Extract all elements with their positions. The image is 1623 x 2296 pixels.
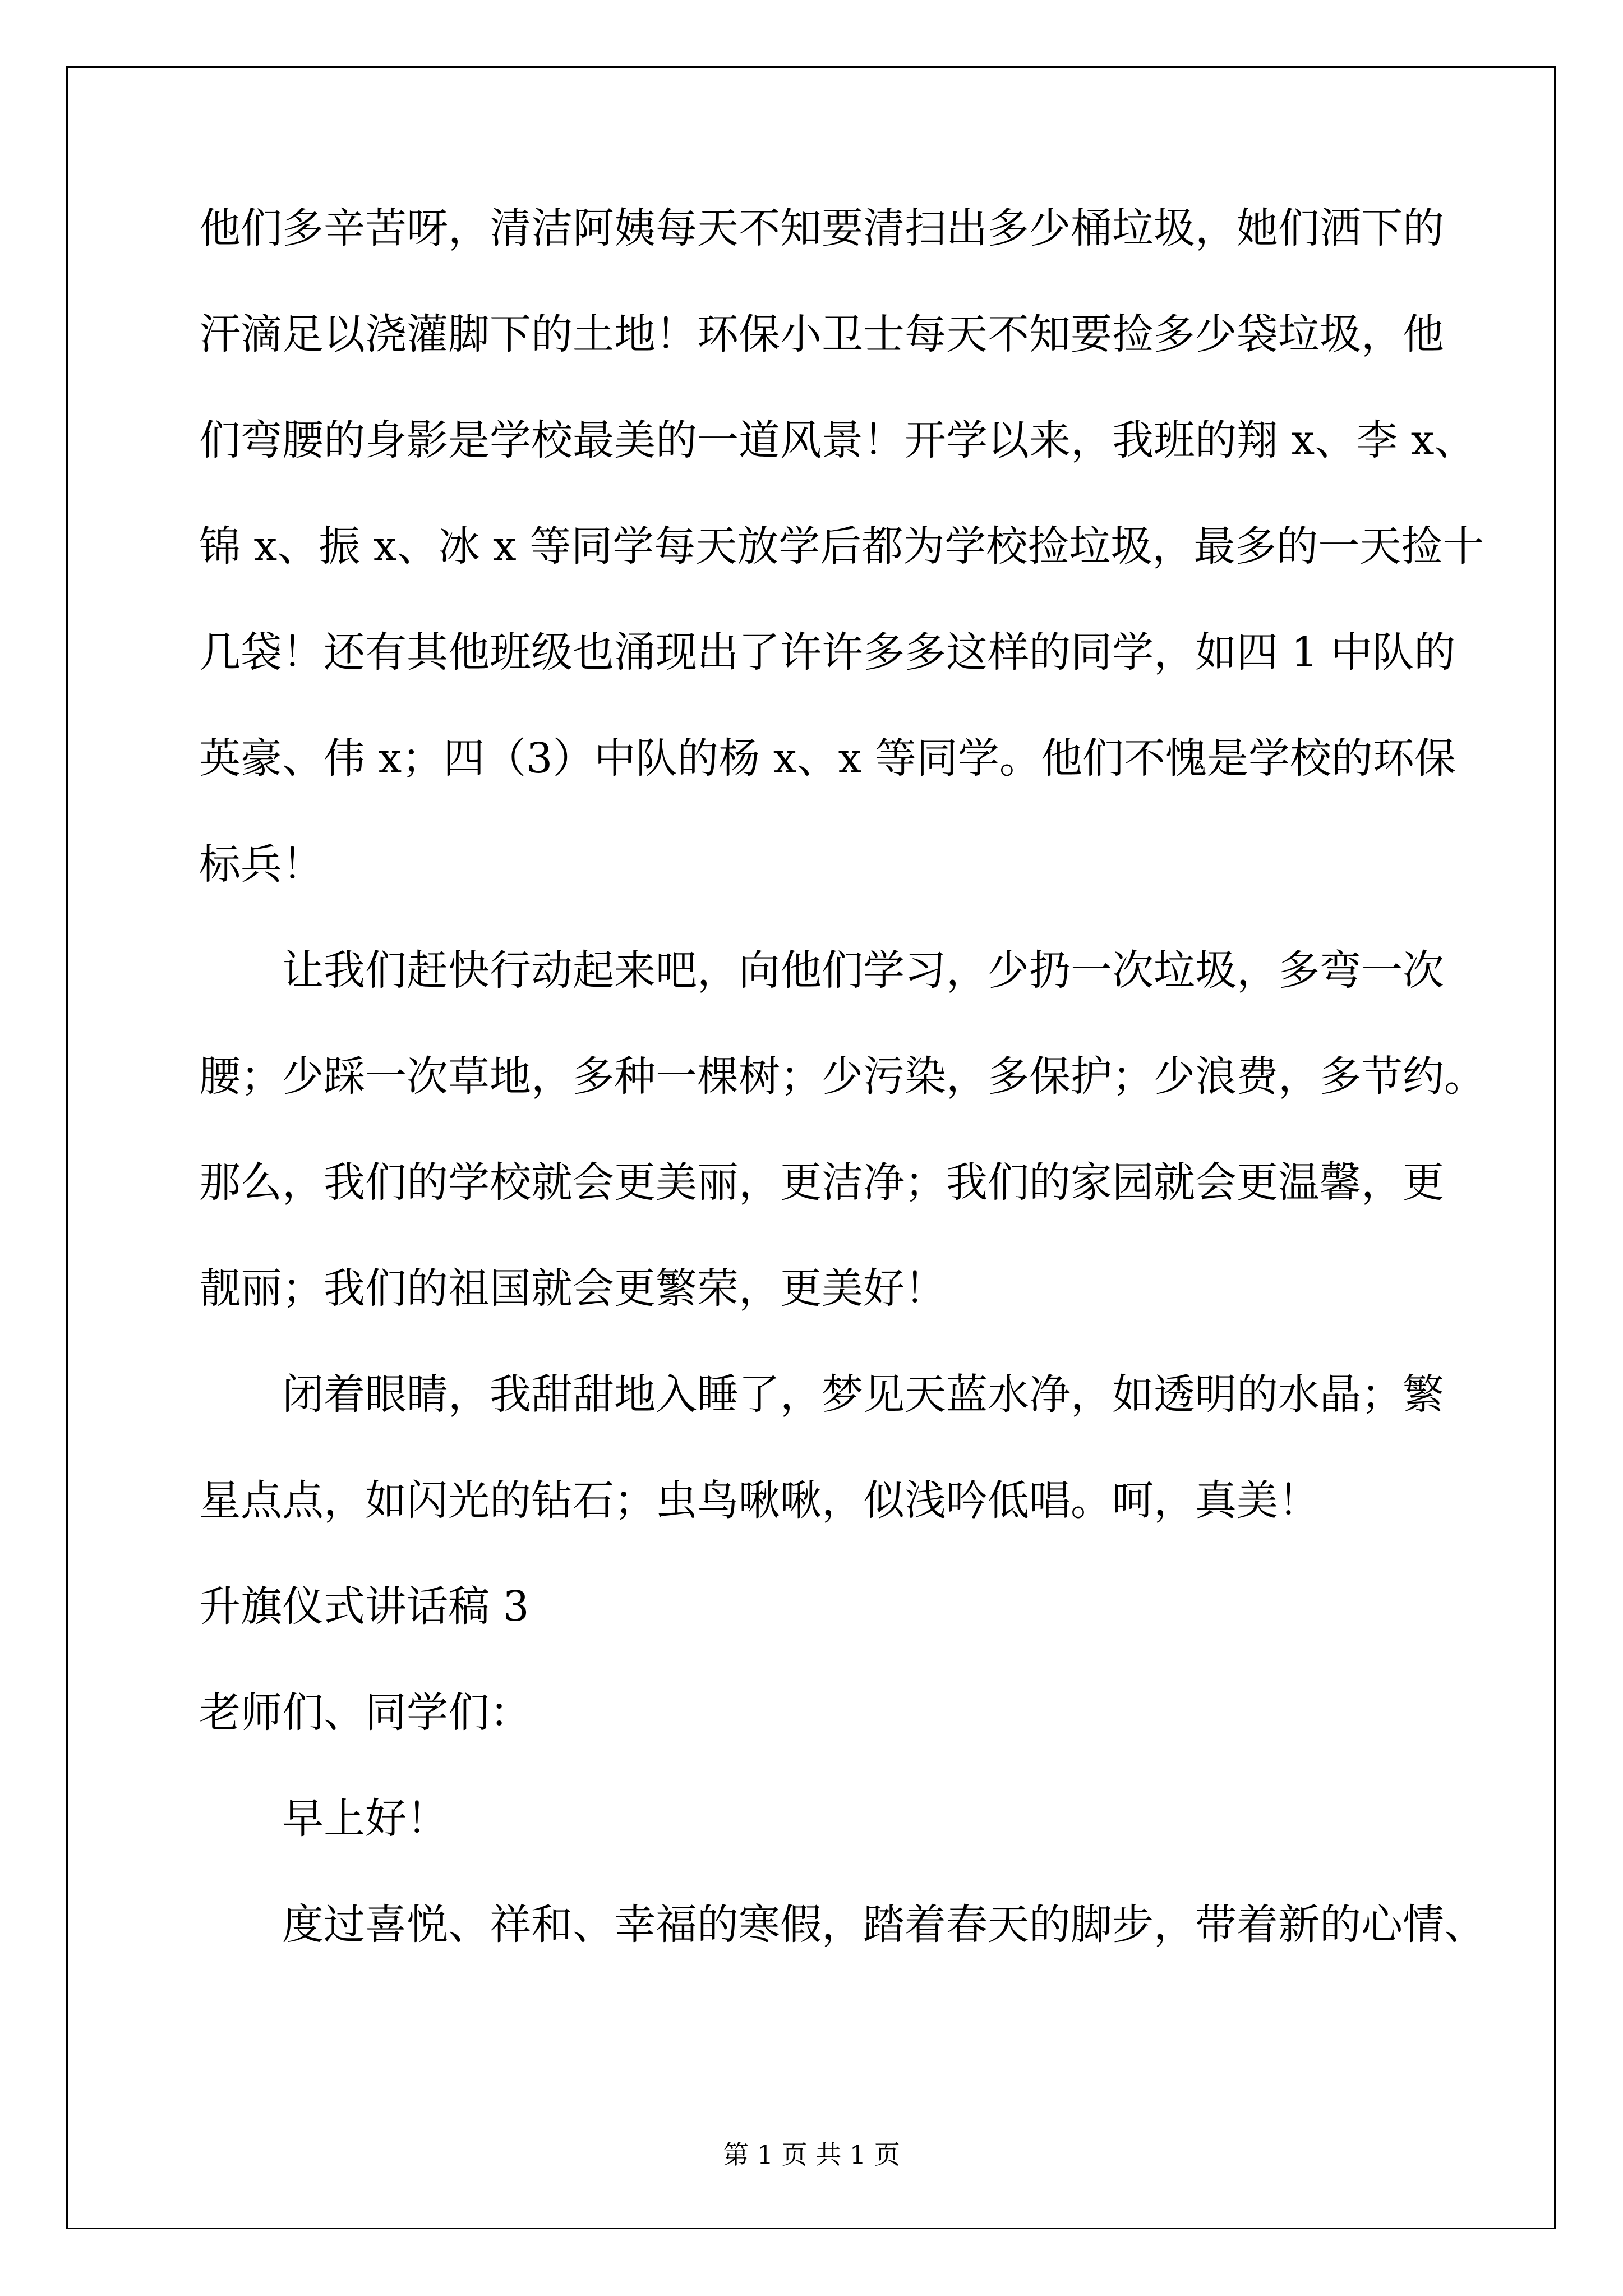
text-line: 靓丽；我们的祖国就会更繁荣，更美好！ (199, 1264, 946, 1313)
salutation: 老师们、同学们： (199, 1688, 531, 1737)
document-body (199, 204, 1486, 2010)
section-heading: 升旗仪式讲话稿 3 (199, 1582, 529, 1631)
text-line: 们弯腰的身影是学校最美的一道风景！开学以来，我班的翔 x、李 x、 (199, 416, 1476, 464)
greeting: 早上好！ (282, 1795, 448, 1843)
text-line: 腰；少踩一次草地，多种一棵树；少污染，多保护；少浪费，多节约。 (199, 1052, 1486, 1101)
page-footer: 第 1 页 共 1 页 (723, 2139, 900, 2170)
text-line: 几袋！还有其他班级也涌现出了许许多多这样的同学，如四 1 中队的 (199, 628, 1456, 677)
text-line: 那么，我们的学校就会更美丽，更洁净；我们的家园就会更温馨，更 (199, 1158, 1444, 1207)
text-line: 标兵！ (199, 840, 324, 889)
paragraph-start-line: 让我们赶快行动起来吧，向他们学习，少扔一次垃圾，多弯一次 (282, 946, 1444, 995)
paragraph-start-line: 闭着眼睛，我甜甜地入睡了，梦见天蓝水净，如透明的水晶；繁 (282, 1370, 1444, 1419)
text-line: 汗滴足以浇灌脚下的土地！环保小卫士每天不知要捡多少袋垃圾，他 (199, 310, 1444, 358)
text-line: 星点点，如闪光的钻石；虫鸟啾啾，似浅吟低唱。呵，真美！ (199, 1476, 1320, 1525)
text-line: 他们多辛苦呀，清洁阿姨每天不知要清扫出多少桶垃圾，她们洒下的 (199, 204, 1444, 252)
text-line: 英豪、伟 x；四（3）中队的杨 x、x 等同学。他们不愧是学校的环保 (199, 734, 1456, 783)
text-line: 锦 x、振 x、冰 x 等同学每天放学后都为学校捡垃圾，最多的一天捡十 (199, 522, 1484, 570)
paragraph-start-line: 度过喜悦、祥和、幸福的寒假，踏着春天的脚步，带着新的心情、 (282, 1901, 1486, 1949)
